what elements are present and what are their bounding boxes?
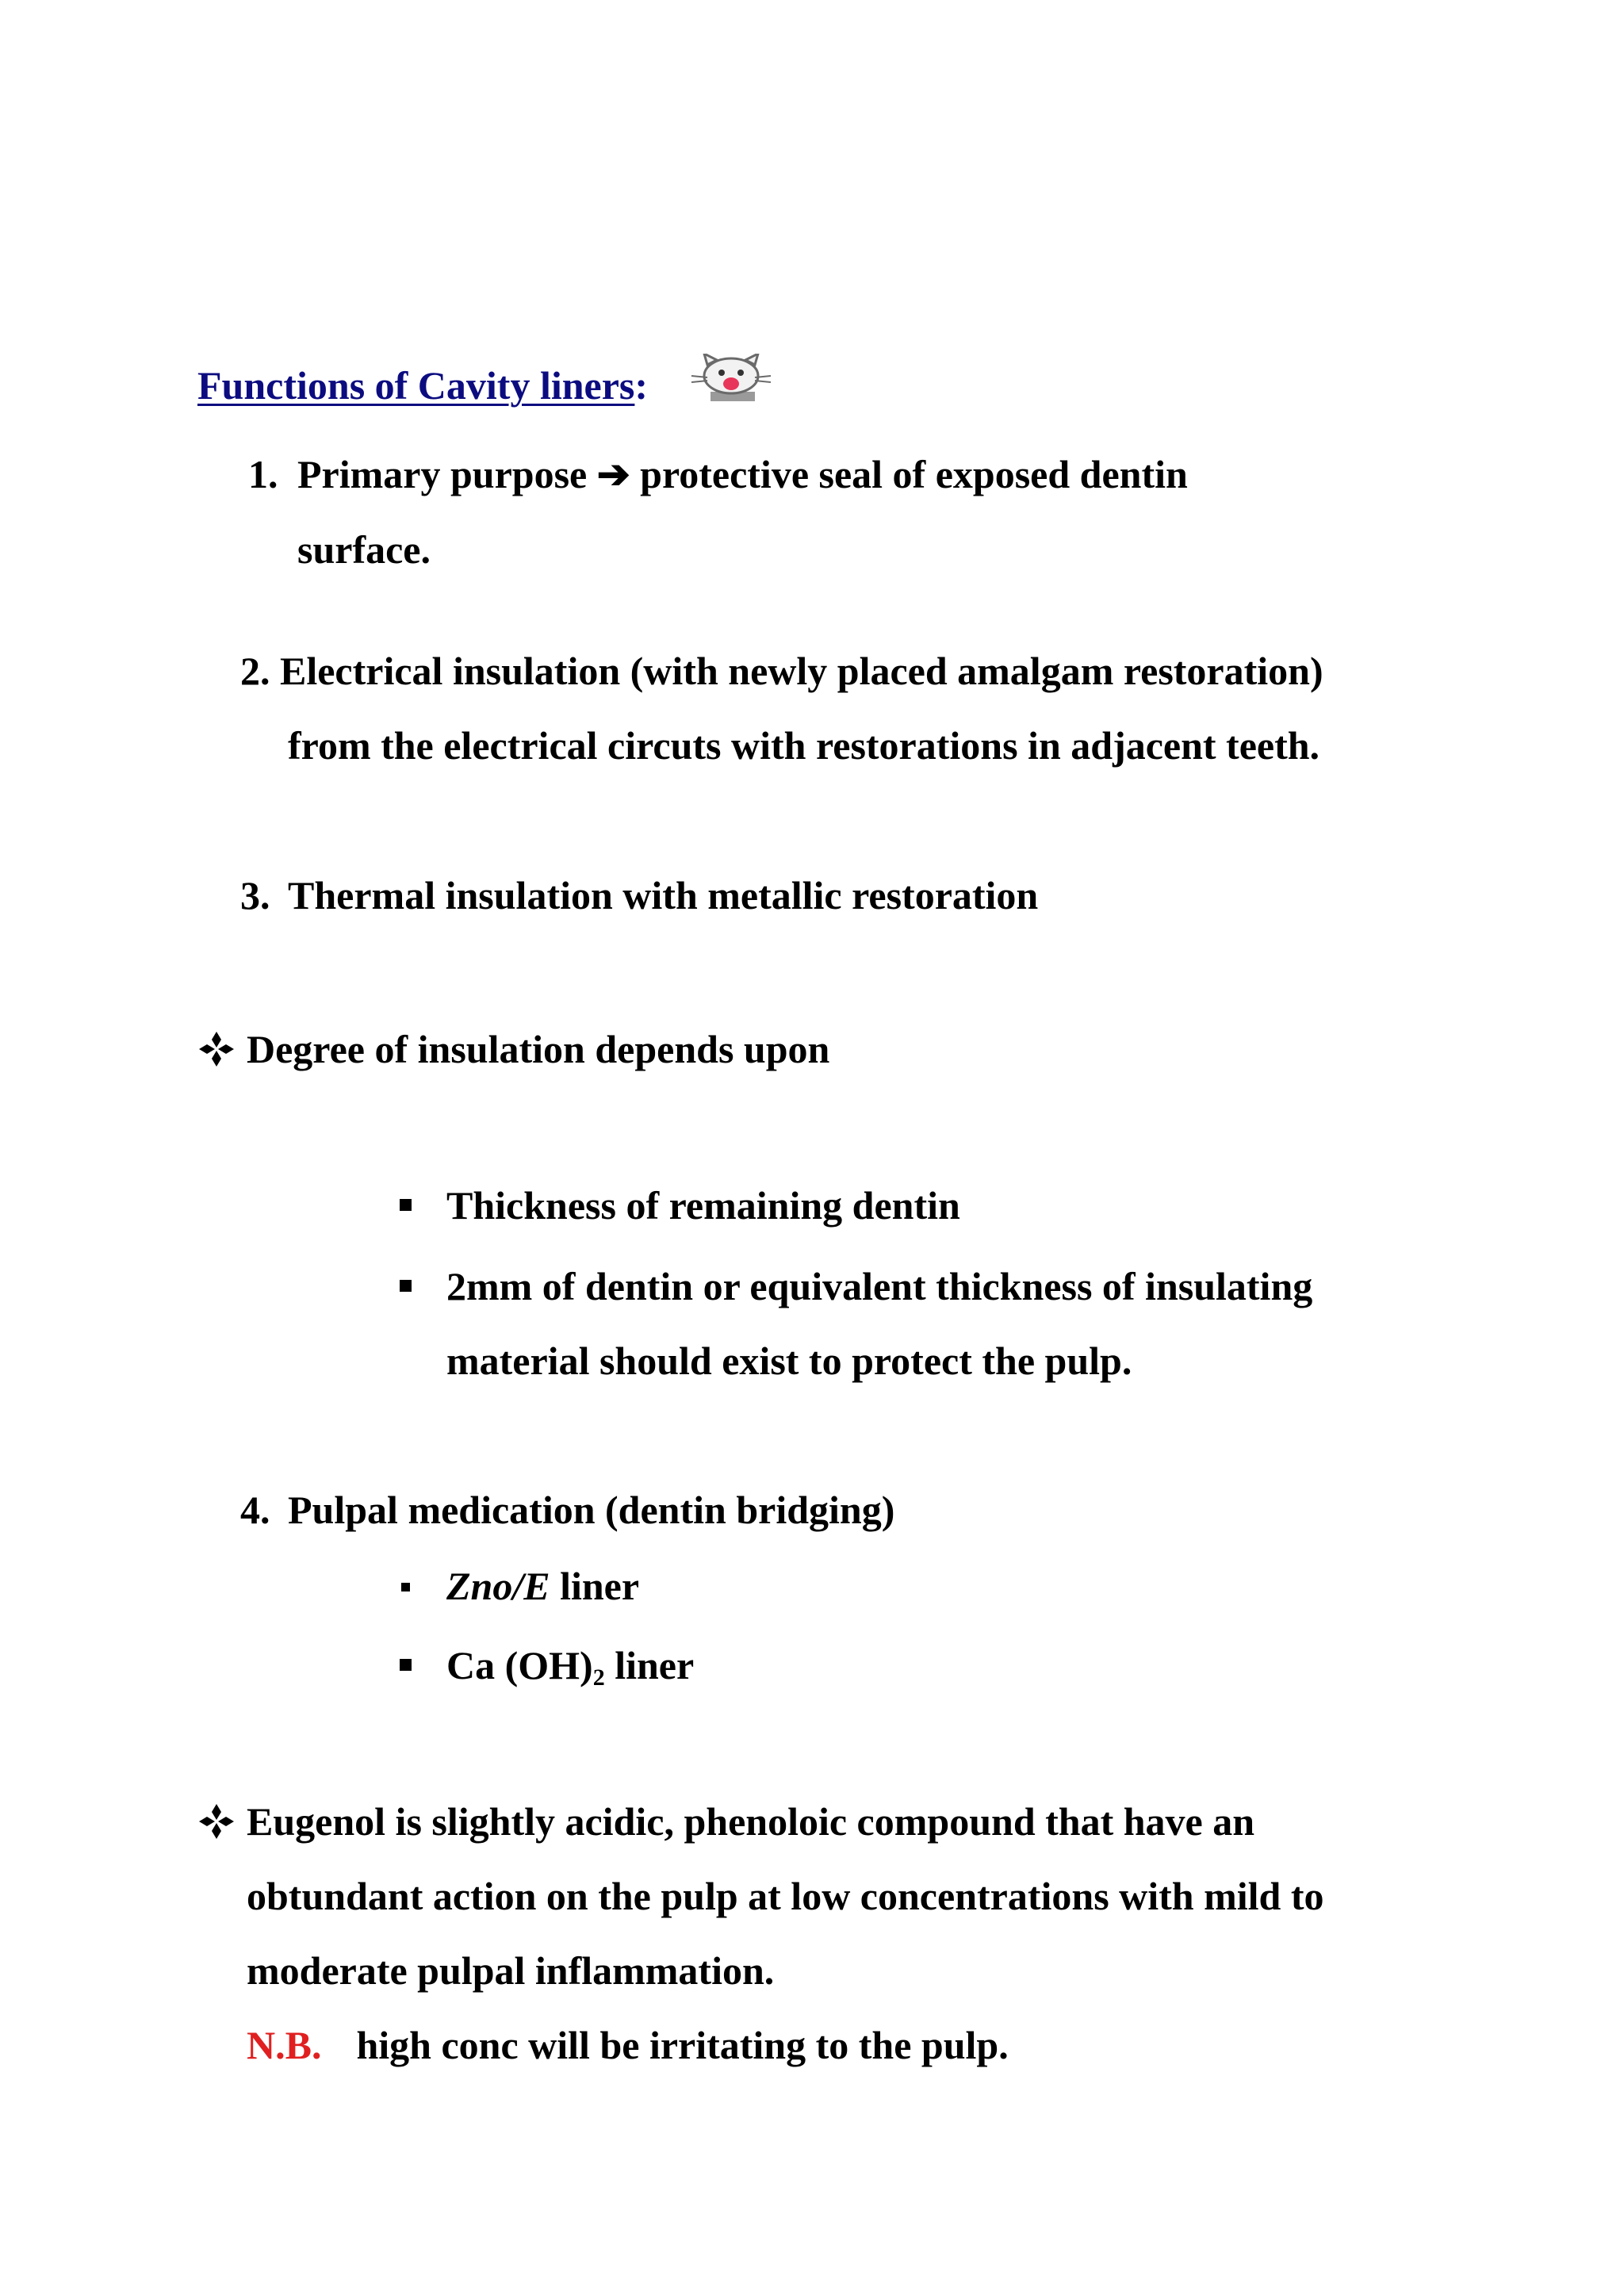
item-3-text: Thermal insulation with metallic restoration xyxy=(288,873,1039,917)
item-3-number: 3. xyxy=(240,873,270,917)
nb-label: N.B. xyxy=(247,2023,322,2067)
insulation-bullet-1: Thickness of remaining dentin xyxy=(446,1183,960,1228)
ca-oh-text: Ca (OH) xyxy=(446,1643,593,1687)
liner-text: liner xyxy=(604,1643,695,1687)
item-4-sub-2 xyxy=(446,1641,694,1702)
item-1-line-2: surface. xyxy=(297,527,431,572)
right-arrow-icon: ➔ xyxy=(596,452,630,496)
square-bullet-icon xyxy=(400,1659,412,1671)
item-2-line-2: from the electrical circuts with restorations in adjacent teeth. xyxy=(288,723,1320,768)
item-1-text-a: Primary purpose xyxy=(297,452,597,496)
title-text: Functions of Cavity liners xyxy=(197,363,635,408)
title-colon: : xyxy=(634,363,649,408)
item-1-text-b: protective seal of exposed dentin xyxy=(630,452,1188,496)
item-1-number: 1. xyxy=(248,452,278,496)
square-bullet-icon xyxy=(401,1583,410,1591)
liner-text: liner xyxy=(550,1564,640,1608)
item-1-line-1 xyxy=(297,450,1188,498)
subscript-2: 2 xyxy=(592,1664,605,1691)
insulation-bullet-2-line-1: 2mm of dentin or equivalent thickness of insulating xyxy=(446,1264,1313,1308)
diamond-bullet-icon xyxy=(197,1802,236,1841)
item-4-text: Pulpal medication (dentin bridging) xyxy=(288,1488,895,1532)
zno-e-text: Zno/E xyxy=(446,1564,550,1608)
square-bullet-icon xyxy=(400,1199,412,1211)
eugenol-line-1: Eugenol is slightly acidic, phenoloic compound that have an xyxy=(247,1799,1255,1844)
item-4-sub-1 xyxy=(446,1562,639,1610)
square-bullet-icon xyxy=(400,1280,412,1292)
insulation-heading: Degree of insulation depends upon xyxy=(247,1027,830,1071)
eugenol-line-3: moderate pulpal inflammation. xyxy=(247,1948,775,1993)
insulation-bullet-2-line-2: material should exist to protect the pulp. xyxy=(446,1339,1132,1383)
diamond-bullet-icon xyxy=(197,1029,236,1069)
nb-note xyxy=(247,2021,1009,2069)
item-4-number: 4. xyxy=(240,1488,270,1532)
item-2-line-1: 2. Electrical insulation (with newly placed amalgam restoration) xyxy=(240,649,1323,693)
nb-text: high conc will be irritating to the pulp. xyxy=(356,2023,1009,2067)
eugenol-line-2: obtundant action on the pulp at low concentrations with mild to xyxy=(247,1874,1324,1918)
section-title xyxy=(197,362,648,409)
cat-face-icon xyxy=(687,354,776,404)
